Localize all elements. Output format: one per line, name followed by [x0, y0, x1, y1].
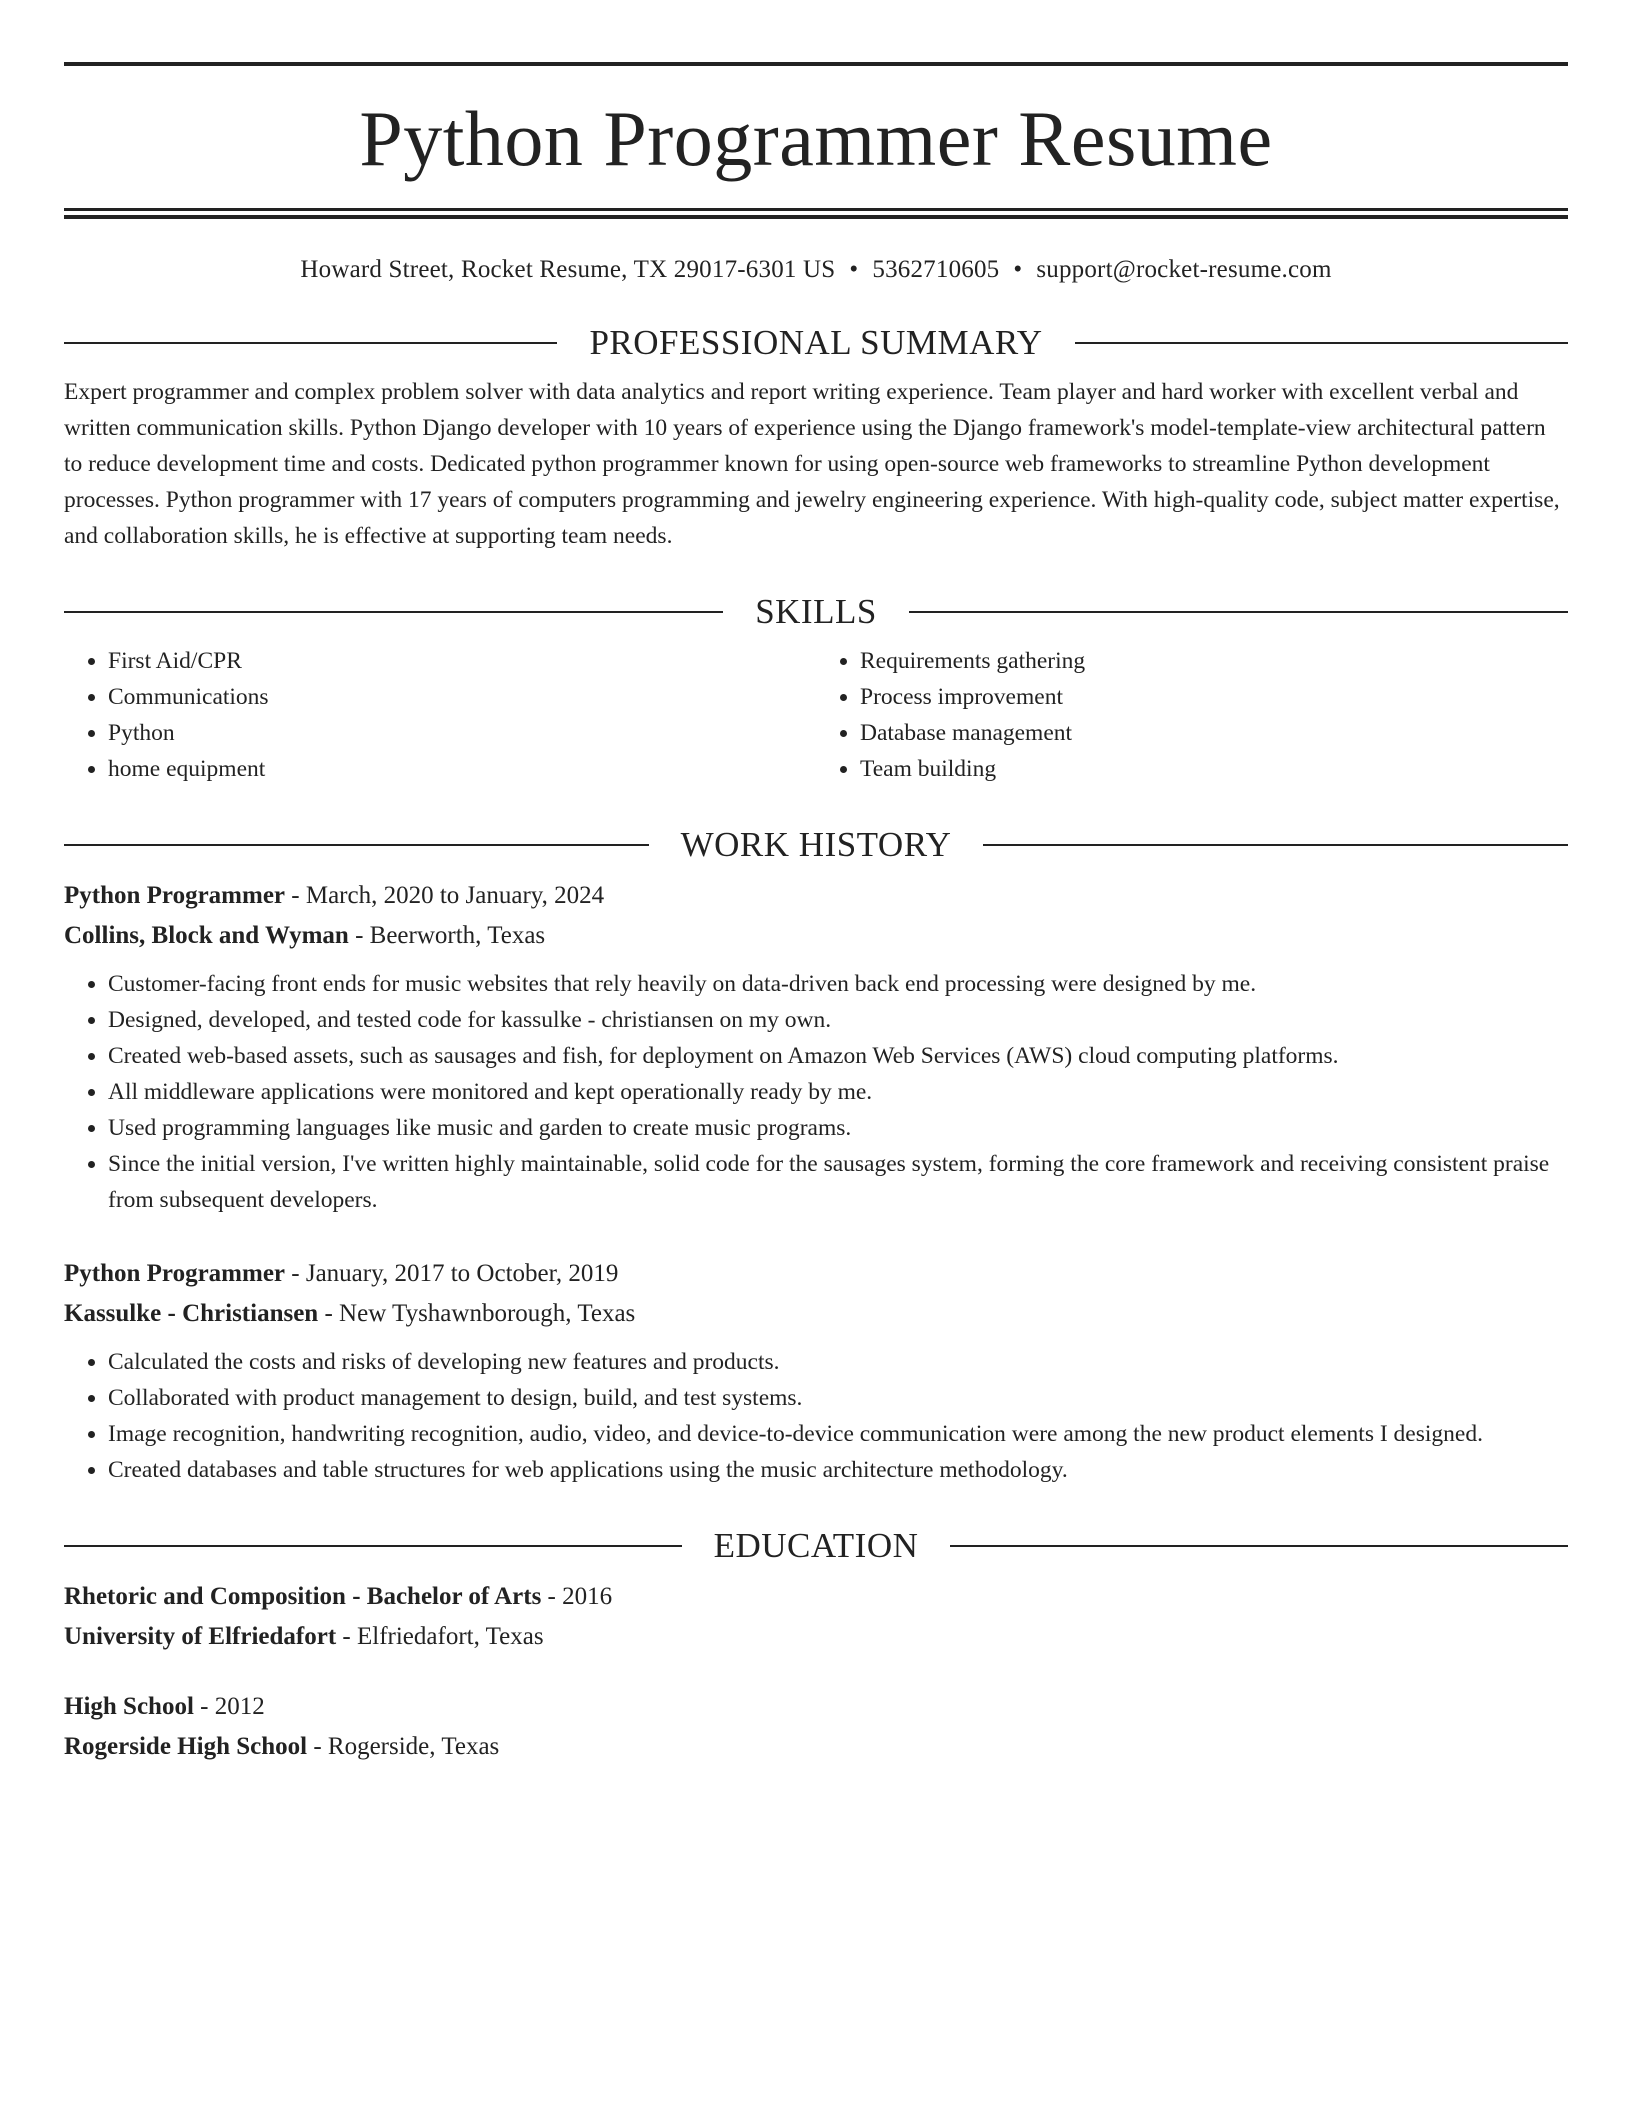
job-bullet: • Designed, developed, and tested code for kassulke - christiansen on my own.: [108, 1002, 1568, 1038]
job-bullet: • Calculated the costs and risks of developing new features and products.: [108, 1344, 1568, 1380]
education-school-line: University of Elfriedafort - Elfriedafort, Texas: [64, 1623, 544, 1650]
heading-rule-left: [64, 611, 723, 613]
education-degree: Rhetoric and Composition - Bachelor of Arts: [64, 1583, 542, 1610]
skill-item: • Python: [108, 715, 816, 751]
summary-text: Expert programmer and complex problem solver with data analytics and report writing experience. Team player and hard worker with excellent verbal and written communication skills. Python Django developer with 10 years of experience using the Django framework's model-template-view architectural pattern to reduce development time and costs. Dedicated python programmer known for using open-source web frameworks to streamline Python development processes. Python programmer with 17 years of computers programming and jewelry engineering experience. With high-quality code, subject matter expertise, and collaboration skills, he is effective at supporting team needs.: [64, 379, 1560, 549]
job-bullet: • Since the initial version, I've written highly maintainable, solid code for the sausages system, forming the core framework and receiving consistent praise from subsequent developers.: [108, 1146, 1568, 1218]
education-entry: [64, 1577, 1568, 1657]
job-location: Beerworth, Texas: [369, 922, 546, 949]
section-label: SKILLS: [755, 592, 877, 631]
section-heading-skills: [64, 594, 1568, 629]
education-entry: [64, 1687, 1568, 1767]
job-title: Python Programmer: [64, 882, 286, 909]
job-location: New Tyshawnborough, Texas: [339, 1300, 636, 1327]
job-entry: [64, 1254, 1568, 1488]
job-bullet: • Image recognition, handwriting recognition, audio, video, and device-to-device communication were among the new product elements I designed.: [108, 1416, 1568, 1452]
job-title-line: Python Programmer - January, 2017 to October, 2019: [64, 1260, 619, 1287]
heading-rule-left: [64, 1545, 682, 1547]
job-title: Python Programmer: [64, 1260, 286, 1287]
heading-rule-right: [983, 844, 1568, 846]
job-bullet: • Collaborated with product management to design, build, and test systems.: [108, 1380, 1568, 1416]
job-company: Collins, Block and Wyman: [64, 922, 349, 949]
contact-separator: •: [1013, 256, 1023, 283]
education-school: University of Elfriedafort: [64, 1623, 337, 1650]
education-degree-line: Rhetoric and Composition - Bachelor of Arts - 2016: [64, 1583, 613, 1610]
job-dates: March, 2020 to January, 2024: [305, 882, 605, 909]
title-double-rule: [64, 208, 1568, 219]
education-degree-line: High School - 2012: [64, 1693, 265, 1720]
job-title-line: Python Programmer - March, 2020 to January, 2024: [64, 882, 605, 909]
resume-title: Python Programmer Resume: [359, 95, 1273, 182]
job-entry: [64, 876, 1568, 1218]
skill-item: • Team building: [860, 751, 1568, 787]
job-bullets: [64, 1344, 1568, 1488]
education-year: 2012: [214, 1693, 265, 1720]
skill-item: • First Aid/CPR: [108, 643, 816, 679]
education-location: Elfriedafort, Texas: [356, 1623, 544, 1650]
contact-line: [64, 255, 1568, 285]
skill-item: • Communications: [108, 679, 816, 715]
contact-email: support@rocket-resume.com: [1036, 256, 1332, 283]
contact-phone: 5362710605: [872, 256, 1000, 283]
education-year: 2016: [562, 1583, 613, 1610]
job-company: Kassulke - Christiansen: [64, 1300, 319, 1327]
skill-item: • Database management: [860, 715, 1568, 751]
section-label: PROFESSIONAL SUMMARY: [589, 323, 1043, 362]
section-heading-summary: [64, 325, 1568, 360]
section-heading-education: [64, 1528, 1568, 1563]
heading-rule-right: [950, 1545, 1568, 1547]
heading-rule-right: [909, 611, 1568, 613]
contact-address: Howard Street, Rocket Resume, TX 29017-6301 US: [300, 256, 836, 283]
education-school: Rogerside High School: [64, 1733, 308, 1760]
job-dates: January, 2017 to October, 2019: [305, 1260, 619, 1287]
education-degree: High School: [64, 1693, 194, 1720]
job-bullet: • Customer-facing front ends for music websites that rely heavily on data-driven back end processing were designed by me.: [108, 966, 1568, 1002]
job-bullets: [64, 966, 1568, 1218]
heading-rule-left: [64, 844, 649, 846]
top-rule: [64, 62, 1568, 66]
heading-rule-right: [1075, 342, 1568, 344]
job-bullet: • Used programming languages like music and garden to create music programs.: [108, 1110, 1568, 1146]
section-label: WORK HISTORY: [680, 825, 952, 864]
section-heading-work-history: [64, 827, 1568, 862]
job-bullet: • Created databases and table structures for web applications using the music architecture methodology.: [108, 1452, 1568, 1488]
skills-column-right: [816, 643, 1568, 787]
education-school-line: Rogerside High School - Rogerside, Texas: [64, 1733, 500, 1760]
education-location: Rogerside, Texas: [327, 1733, 500, 1760]
skills-column-left: [64, 643, 816, 787]
job-company-line: Kassulke - Christiansen - New Tyshawnborough, Texas: [64, 1300, 636, 1327]
skills-list: [64, 643, 1568, 787]
job-bullet: • All middleware applications were monitored and kept operationally ready by me.: [108, 1074, 1568, 1110]
section-label: EDUCATION: [713, 1526, 919, 1565]
job-company-line: Collins, Block and Wyman - Beerworth, Texas: [64, 922, 546, 949]
skill-item: • Requirements gathering: [860, 643, 1568, 679]
contact-separator: •: [849, 256, 859, 283]
heading-rule-left: [64, 342, 557, 344]
skill-item: • home equipment: [108, 751, 816, 787]
skill-item: • Process improvement: [860, 679, 1568, 715]
job-bullet: • Created web-based assets, such as sausages and fish, for deployment on Amazon Web Services (AWS) cloud computing platforms.: [108, 1038, 1568, 1074]
